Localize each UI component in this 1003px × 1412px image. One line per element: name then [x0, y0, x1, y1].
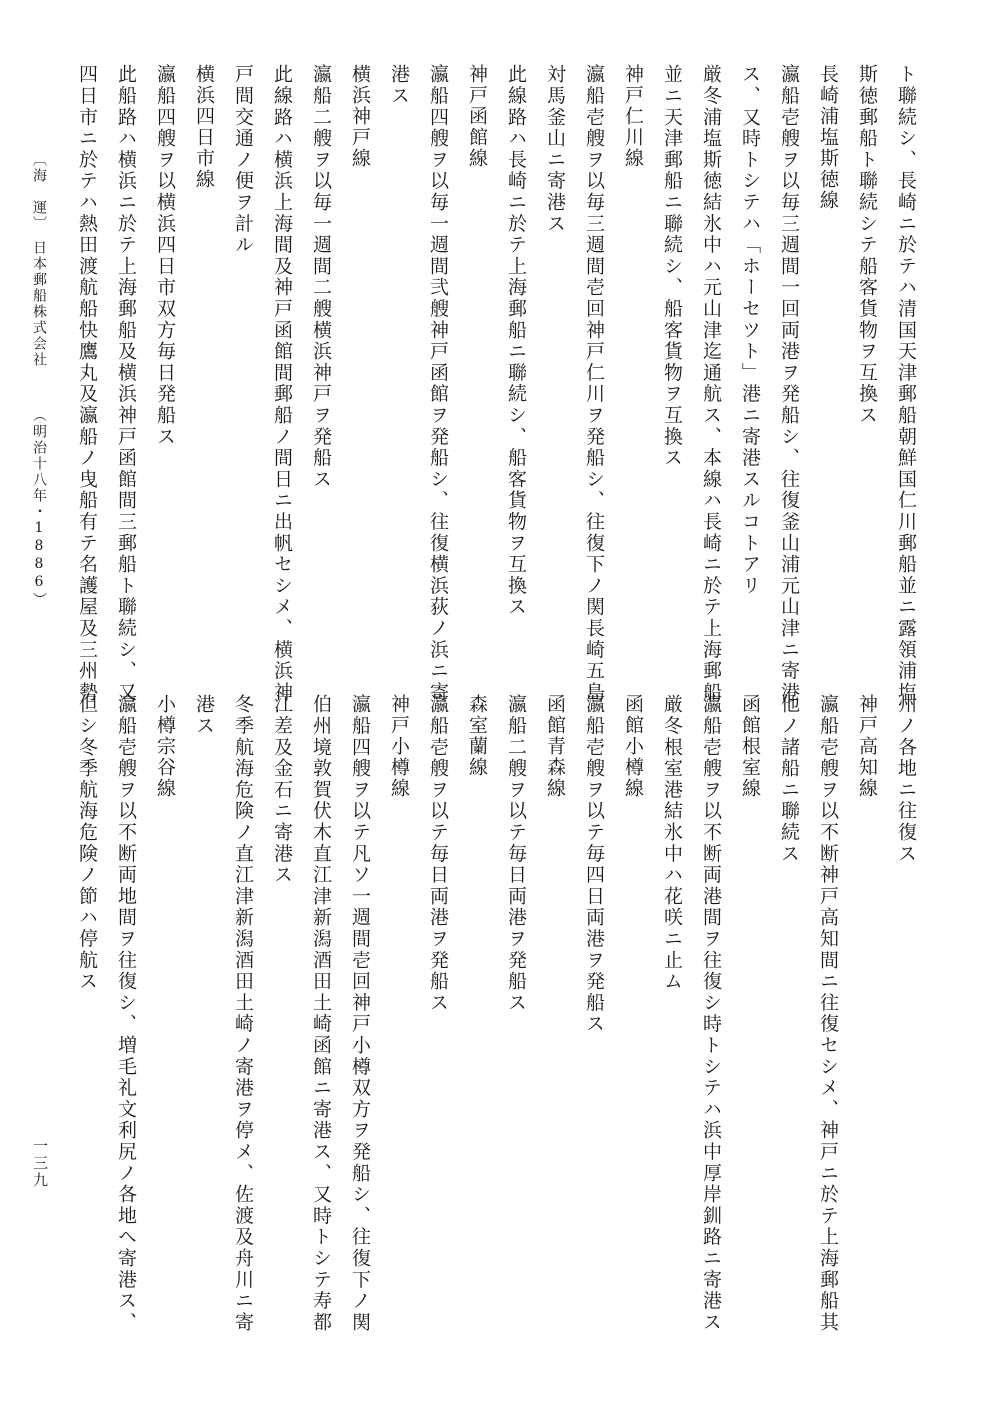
text-column: 州ノ各地ニ往復ス [895, 694, 917, 865]
text-column: 伯州境敦賀伏木直江津新潟酒田土崎函館ニ寄港ス、又時トシテ寿都 [310, 694, 332, 1333]
route-heading: 小樽宗谷線 [154, 694, 176, 799]
text-column: 斯徳郵船ト聯続シテ船客貨物ヲ互換ス [856, 64, 878, 427]
footer-publisher: 日本郵船株式会社 [31, 240, 47, 368]
text-column: 瀛船壱艘ヲ以毎三週間一回両港ヲ発船シ、往復釜山浦元山津ニ寄港 [778, 64, 800, 703]
text-column: 瀛船四艘ヲ以横浜四日市双方毎日発船ス [154, 64, 176, 448]
text-column: 対馬釜山ニ寄港ス [544, 64, 566, 235]
text-column: 瀛船四艘ヲ以毎一週間弐艘神戸函館ヲ発船シ、往復横浜荻ノ浜ニ寄 [427, 64, 449, 703]
page-number: 一三九 [31, 1138, 49, 1189]
text-column: 並ニ天津郵船ニ聯続シ、船客貨物ヲ互換ス [661, 64, 683, 469]
text-column: 他ノ諸船ニ聯続ス [778, 694, 800, 865]
text-column: 此線路ハ長崎ニ於テ上海郵船ニ聯続シ、船客貨物ヲ互換ス [505, 64, 527, 618]
text-column: 厳冬根室港結氷中ハ花咲ニ止ム [661, 694, 683, 993]
text-column: 港ス [193, 694, 215, 737]
text-column: 四日市ニ於テハ熱田渡航船快鷹丸及瀛船ノ曳船有テ名護屋及三州勢 [76, 64, 98, 703]
text-column: ス、又時トシテハ「ホーセツト」港ニ寄港スルコトアリ [739, 64, 761, 597]
route-heading: 函館根室線 [739, 694, 761, 799]
text-column: 瀛船二艘ヲ以毎一週間二艘横浜神戸ヲ発船ス [310, 64, 332, 490]
footer-section-label: 〔海 運〕 [31, 152, 47, 232]
text-column: ト聯続シ、長崎ニ於テハ清国天津郵船朝鮮国仁川郵船並ニ露領浦塩 [895, 64, 917, 703]
text-column: 瀛船四艘ヲ以テ凡ソ一週間壱回神戸小樽双方ヲ発船シ、往復下ノ関 [349, 694, 371, 1333]
route-heading: 森室蘭線 [466, 694, 488, 778]
text-column: 此船路ハ横浜ニ於テ上海郵船及横浜神戸函館間三郵船ト聯続シ、又 [115, 64, 137, 703]
route-heading: 横浜四日市線 [193, 64, 215, 190]
text-column: 瀛船壱艘ヲ以不断両地間ヲ往復シ、増毛礼文利尻ノ各地へ寄港ス、 [115, 694, 137, 1333]
route-heading: 函館青森線 [544, 694, 566, 799]
route-heading: 函館小樽線 [622, 694, 644, 799]
route-heading: 長崎浦塩斯徳線 [817, 64, 839, 211]
text-column: 瀛船壱艘ヲ以テ毎日両港ヲ発船ス [427, 694, 449, 1014]
route-heading: 神戸仁川線 [622, 64, 644, 169]
text-column: 但シ冬季航海危険ノ節ハ停航ス [76, 694, 98, 993]
text-column: 此線路ハ横浜上海間及神戸函館間郵船ノ間日ニ出帆セシメ、横浜神 [271, 64, 293, 703]
route-heading: 神戸高知線 [856, 694, 878, 799]
text-column: 江差及金石ニ寄港ス [271, 694, 293, 886]
text-column: 戸間交通ノ便ヲ計ル [232, 64, 254, 256]
text-column: 瀛船壱艘ヲ以毎三週間壱回神戸仁川ヲ発船シ、往復下ノ関長崎五島 [583, 64, 605, 703]
text-column: 冬季航海危険ノ直江津新潟酒田土崎ノ寄港ヲ停メ、佐渡及舟川ニ寄 [232, 694, 254, 1333]
text-column: 厳冬浦塩斯徳結氷中ハ元山津迄通航ス、本線ハ長崎ニ於テ上海郵船 [700, 64, 722, 703]
text-column: 瀛船壱艘ヲ以不断神戸高知間ニ往復セシメ、神戸ニ於テ上海郵船其 [817, 694, 839, 1333]
text-column: 瀛船壱艘ヲ以テ毎四日両港ヲ発船ス [583, 694, 605, 1035]
footer-date: （明治十八年・1886） [31, 408, 47, 608]
route-heading: 横浜神戸線 [349, 64, 371, 169]
route-heading: 神戸小樽線 [388, 694, 410, 799]
text-column: 瀛船二艘ヲ以テ毎日両港ヲ発船ス [505, 694, 527, 1014]
route-heading: 神戸函館線 [466, 64, 488, 169]
text-column: 瀛船壱艘ヲ以不断両港間ヲ往復シ時トシテハ浜中厚岸釧路ニ寄港ス [700, 694, 722, 1333]
text-column: 港ス [388, 64, 410, 107]
